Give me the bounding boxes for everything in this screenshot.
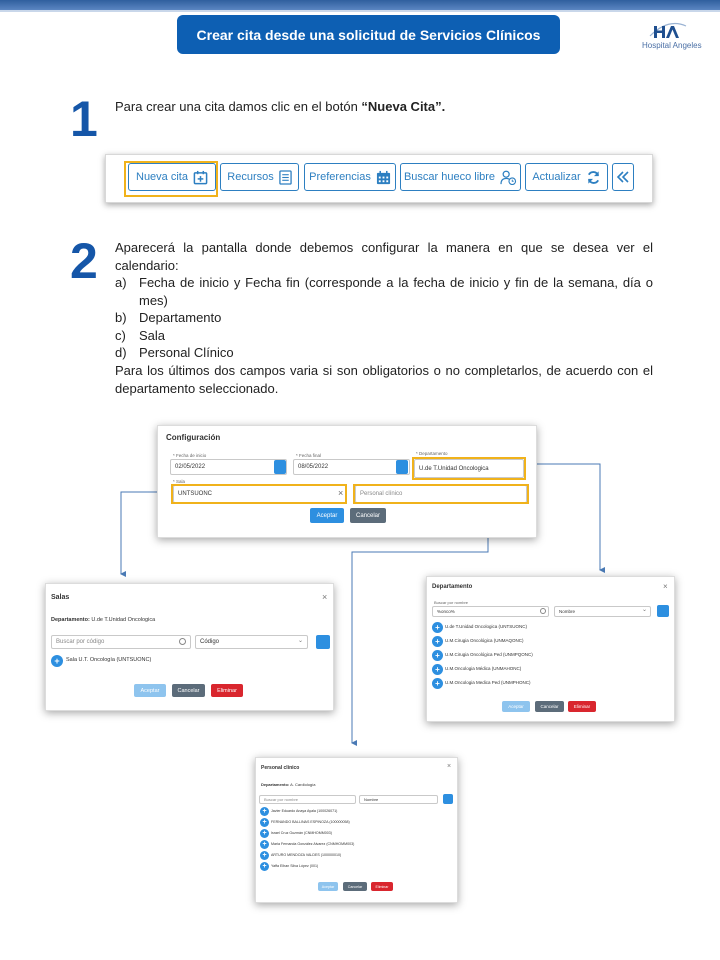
aceptar-button[interactable]: Aceptar bbox=[310, 508, 344, 523]
departamento-item[interactable]: U.M.Oncologia Medica Ped (UNMPHONC) bbox=[445, 680, 531, 685]
sala-label: * Sala bbox=[173, 479, 186, 484]
item-text: Departamento bbox=[139, 310, 222, 325]
logo-text: Hospital Angeles bbox=[642, 41, 702, 50]
actualizar-label: Actualizar bbox=[532, 171, 581, 183]
eliminar-button[interactable]: Eliminar bbox=[568, 701, 596, 712]
salas-title: Salas bbox=[51, 594, 70, 601]
personal-department bbox=[261, 782, 315, 787]
add-icon[interactable]: + bbox=[260, 829, 269, 838]
configuracion-panel bbox=[157, 425, 537, 538]
personal-clinico-panel bbox=[255, 757, 458, 903]
cancelar-button[interactable]: Cancelar bbox=[172, 684, 205, 697]
fecha-inicio-label: * Fecha de inicio bbox=[173, 453, 207, 458]
configuracion-title: Configuración bbox=[166, 433, 221, 442]
fecha-fin-calendar-icon[interactable] bbox=[396, 460, 408, 474]
department-value: U.de T.Unidad Oncologica bbox=[91, 617, 156, 623]
info-icon bbox=[540, 608, 546, 614]
item-marker: b) bbox=[115, 310, 127, 325]
search-button[interactable] bbox=[657, 605, 669, 617]
add-icon[interactable]: + bbox=[260, 851, 269, 860]
step2-outro: Para los últimos dos campos varia si son obligatorios o no completarlos, de acuerdo con el departamento seleccionado. bbox=[115, 363, 653, 396]
departamento-title: Departamento bbox=[432, 584, 473, 590]
item-marker: a) bbox=[115, 275, 127, 290]
fecha-inicio-calendar-icon[interactable] bbox=[274, 460, 286, 474]
sala-highlight bbox=[171, 484, 347, 504]
departamento-item[interactable]: U.M.Oncologia Médica (UNMAHONC) bbox=[445, 666, 522, 671]
search-button[interactable] bbox=[316, 635, 330, 649]
fecha-inicio-input[interactable]: 02/05/2022 bbox=[170, 459, 287, 475]
departamento-item[interactable]: U.M.Cirugia Oncológica Ped (UNMPQONC) bbox=[445, 652, 533, 657]
close-icon[interactable]: × bbox=[322, 592, 328, 602]
add-icon[interactable]: + bbox=[260, 807, 269, 816]
step-number-2: 2 bbox=[70, 233, 98, 289]
nueva-cita-label: Nueva cita bbox=[136, 171, 188, 183]
add-icon[interactable]: + bbox=[432, 636, 443, 647]
personal-clinico-input[interactable]: Personal clínico bbox=[355, 485, 527, 503]
aceptar-button[interactable]: Aceptar bbox=[502, 701, 530, 712]
add-icon[interactable]: + bbox=[260, 840, 269, 849]
add-icon[interactable]: + bbox=[260, 862, 269, 871]
search-button[interactable] bbox=[443, 794, 453, 804]
department-label: Departamento: bbox=[261, 782, 290, 787]
cancelar-button[interactable]: Cancelar bbox=[350, 508, 386, 523]
eliminar-button[interactable]: Eliminar bbox=[211, 684, 243, 697]
departamento-input[interactable]: U.de T.Unidad Oncologica bbox=[414, 459, 524, 478]
add-icon[interactable]: + bbox=[432, 664, 443, 675]
departamento-highlight bbox=[412, 457, 526, 480]
item-marker: c) bbox=[115, 328, 126, 343]
aceptar-button[interactable]: Aceptar bbox=[134, 684, 166, 697]
add-icon[interactable]: + bbox=[432, 622, 443, 633]
item-text: Personal Clínico bbox=[139, 345, 234, 360]
close-icon[interactable]: × bbox=[447, 763, 452, 770]
item-marker: d) bbox=[115, 345, 127, 360]
personal-clinico-highlight bbox=[353, 484, 529, 504]
item-text: Sala bbox=[139, 328, 166, 343]
step1-text-bold: “Nueva Cita”. bbox=[361, 99, 446, 114]
departamento-search-input[interactable]: %onco% bbox=[432, 606, 549, 617]
personal-item[interactable]: Javier Eduardo Anaya Ayala (100026071) bbox=[271, 809, 338, 813]
department-value: A. Cardiología bbox=[290, 782, 316, 787]
personal-item[interactable]: Maria Fernanda González Alvarez (CNMHOMM003) bbox=[271, 842, 355, 846]
add-icon[interactable]: + bbox=[51, 655, 63, 667]
personal-item[interactable]: FERNANDO BALLINAS ESPINOZA (100000058) bbox=[271, 820, 350, 824]
departamento-item[interactable]: U.M.Cirugia Oncológica (UNMAQONC) bbox=[445, 638, 524, 643]
departamento-item[interactable]: U.de T.Unidad Oncologica (UNTSUONC) bbox=[445, 624, 527, 629]
personal-item[interactable]: Yaffa Elhan Silva López (001) bbox=[271, 864, 319, 868]
aceptar-button[interactable]: Aceptar bbox=[318, 882, 338, 891]
page-title: Crear cita desde una solicitud de Servicios Clínicos bbox=[177, 15, 560, 54]
personal-clinico-title: Personal clínico bbox=[261, 765, 300, 771]
personal-search-input[interactable]: Buscar por nombre bbox=[259, 795, 356, 804]
sala-item[interactable]: Sala U.T. Oncología (UNTSUONC) bbox=[66, 657, 152, 663]
step-number-1: 1 bbox=[70, 91, 98, 147]
add-icon[interactable]: + bbox=[432, 678, 443, 689]
department-label: Departamento: bbox=[51, 617, 90, 623]
salas-select[interactable]: Código bbox=[195, 635, 308, 649]
departamento-select[interactable]: Nombre bbox=[554, 606, 651, 617]
personal-item[interactable]: ARTURO MENDOZA VALDES (100000010) bbox=[271, 853, 342, 857]
close-icon[interactable]: × bbox=[663, 582, 668, 591]
sala-input[interactable]: UNTSUONC bbox=[173, 485, 347, 503]
departamento-panel bbox=[426, 576, 675, 722]
step2-intro: Aparecerá la pantalla donde debemos configurar la manera en que se desea ver el calendario: bbox=[115, 240, 653, 273]
search-label: Buscar por nombre bbox=[434, 600, 469, 605]
item-text: Fecha de inicio y Fecha fin (corresponde a la fecha de inicio y fin de la semana, día o mes) bbox=[139, 275, 653, 308]
cancelar-button[interactable]: Cancelar bbox=[343, 882, 367, 891]
add-icon[interactable]: + bbox=[432, 650, 443, 661]
chevron-down-icon: ⌄ bbox=[642, 607, 648, 613]
preferencias-label: Preferencias bbox=[309, 171, 371, 183]
salas-panel bbox=[45, 583, 334, 711]
salas-department bbox=[51, 617, 155, 623]
step1-text-normal: Para crear una cita damos clic en el botón bbox=[115, 99, 362, 114]
personal-item[interactable]: Israel Cruz Guzmán (CNMHOMM003) bbox=[271, 831, 332, 835]
recursos-label: Recursos bbox=[227, 171, 274, 183]
chevron-down-icon: ⌄ bbox=[298, 638, 304, 644]
clear-icon[interactable]: × bbox=[338, 488, 344, 498]
salas-search-input[interactable]: Buscar por código bbox=[51, 635, 191, 649]
info-icon bbox=[179, 638, 186, 645]
personal-select[interactable]: Nombre bbox=[359, 795, 438, 804]
add-icon[interactable]: + bbox=[260, 818, 269, 827]
cancelar-button[interactable]: Cancelar bbox=[535, 701, 564, 712]
fecha-fin-label: * Fecha final bbox=[296, 453, 322, 458]
fecha-fin-input[interactable]: 08/05/2022 bbox=[293, 459, 410, 475]
eliminar-button[interactable]: Eliminar bbox=[371, 882, 393, 891]
departamento-label: * Departamento bbox=[416, 451, 448, 456]
buscar-hueco-libre-label: Buscar hueco libre bbox=[403, 171, 496, 183]
